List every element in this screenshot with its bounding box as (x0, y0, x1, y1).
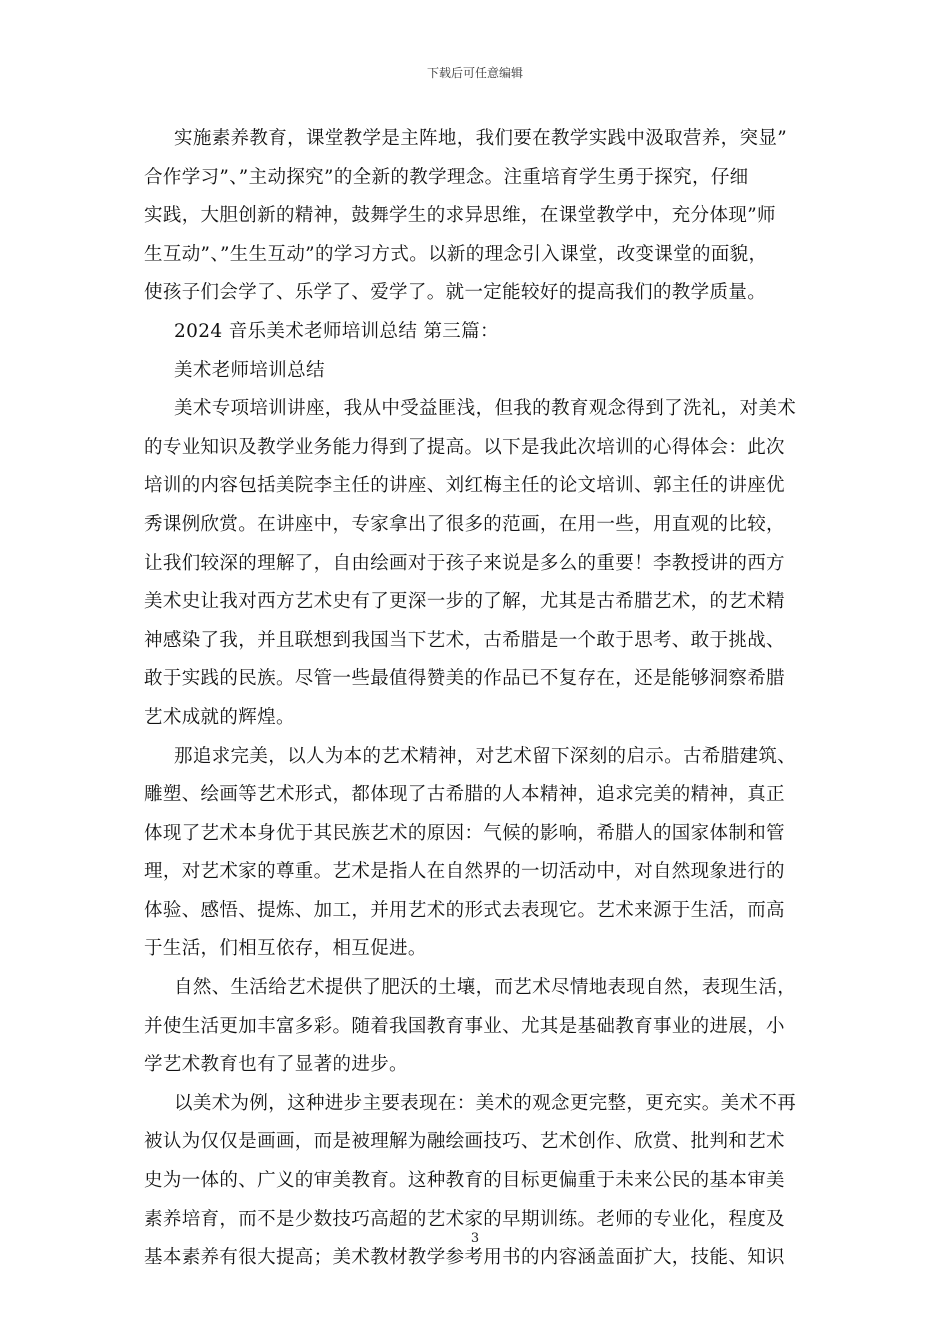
text-line: 美术老师培训总结 (174, 359, 325, 381)
text-line: 美术史让我对西方艺术史有了更深一步的了解，尤其是古希腊艺术，的艺术精 (144, 591, 785, 613)
text-line: 体现了艺术本身优于其民族艺术的原因：气候的影响，希腊人的国家体制和管 (144, 822, 785, 844)
text-line: 体验、感悟、提炼、加工，并用艺术的形式去表现它。艺术来源于生活，而高 (144, 899, 785, 921)
text-line: 被认为仅仅是画画，而是被理解为融绘画技巧、艺术创作、欣赏、批判和艺术 (144, 1131, 785, 1153)
text-line: 史为一体的、广义的审美教育。这种教育的目标更偏重于未来公民的基本审美 (144, 1170, 785, 1192)
text-line: 学艺术教育也有了显著的进步。 (144, 1054, 408, 1076)
page-number: 3 (470, 1231, 480, 1246)
text-line: 以美术为例，这种进步主要表现在：美术的观念更完整，更充实。美术不再 (174, 1092, 797, 1114)
page-header: 下载后可任意编辑 (426, 66, 523, 80)
text-line: 实践，大胆创新的精神，鼓舞学生的求异思维，在课堂教学中，充分体现”师 (144, 205, 776, 227)
text-line: 艺术成就的辉煌。 (144, 706, 295, 728)
text-line: 自然、生活给艺术提供了肥沃的土壤，而艺术尽情地表现自然，表现生活， (174, 977, 797, 999)
text-line: 美术专项培训讲座，我从中受益匪浅，但我的教育观念得到了洗礼，对美术 (174, 398, 797, 420)
text-line: 素养培育，而不是少数技巧高超的艺术家的早期训练。老师的专业化，程度及 (144, 1208, 785, 1230)
text-line: 合作学习”、”主动探究”的全新的教学理念。注重培育学生勇于探究，仔细 (144, 166, 749, 188)
text-line: 生互动”、”生生互动”的学习方式。以新的理念引入课堂，改变课堂的面貌， (144, 243, 768, 265)
document-body (144, 120, 808, 1278)
text-line: 2024 音乐美术老师培训总结 第三篇： (174, 320, 499, 342)
text-line: 的专业知识及教学业务能力得到了提高。以下是我此次培训的心得体会：此次 (144, 436, 785, 458)
text-line: 让我们较深的理解了，自由绘画对于孩子来说是多么的重要！李教授讲的西方 (144, 552, 785, 574)
text-line: 于生活，们相互依存，相互促进。 (144, 938, 427, 960)
text-line: 使孩子们会学了、乐学了、爱学了。就一定能较好的提高我们的教学质量。 (144, 282, 767, 304)
text-line: 神感染了我，并且联想到我国当下艺术，古希腊是一个敢于思考、敢于挑战、 (144, 629, 785, 651)
text-line: 并使生活更加丰富多彩。随着我国教育事业、尤其是基础教育事业的进展，小 (144, 1015, 785, 1037)
text-line: 雕塑、绘画等艺术形式，都体现了古希腊的人本精神，追求完美的精神，真正 (144, 784, 785, 806)
text-line: 那追求完美，以人为本的艺术精神，对艺术留下深刻的启示。古希腊建筑、 (174, 745, 797, 767)
text-line: 实施素养教育，课堂教学是主阵地，我们要在教学实践中汲取营养，突显” (174, 128, 788, 149)
text-line: 培训的内容包括美院李主任的讲座、刘红梅主任的论文培训、郭主任的讲座优 (144, 475, 785, 497)
text-line: 理，对艺术家的尊重。艺术是指人在自然界的一切活动中，对自然现象进行的 (144, 861, 785, 883)
text-line: 敢于实践的民族。尽管一些最值得赞美的作品已不复存在，还是能够洞察希腊 (144, 668, 785, 690)
text-line: 秀课例欣赏。在讲座中，专家拿出了很多的范画，在用一些，用直观的比较， (144, 513, 785, 535)
text-line: 基本素养有很大提高；美术教材教学参考用书的内容涵盖面扩大，技能、知识 (144, 1247, 785, 1269)
